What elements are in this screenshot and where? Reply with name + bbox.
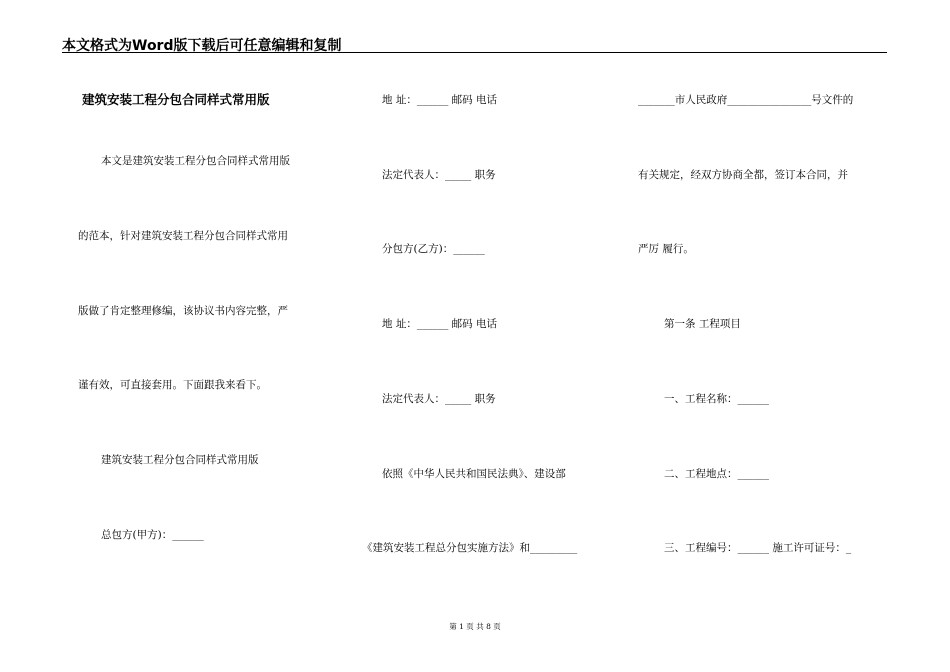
page-footer: 第 1 页 共 8 页 — [449, 622, 501, 631]
text-line: 法定代表人：_____ 职务 — [382, 169, 496, 181]
text-line: 的范本，针对建筑安装工程分包合同样式常用 — [78, 230, 288, 242]
text-line: 总包方(甲方)：______ — [101, 529, 204, 541]
text-line: 三、工程编号：______ 施工许可证号：_ — [664, 542, 852, 554]
text-line: 地 址：______ 邮码 电话 — [382, 94, 498, 106]
text-line: 有关规定，经双方协商全都，签订本合同，并 — [638, 169, 848, 181]
header-text: 本文格式为Word版下载后可任意编辑和复制 — [62, 38, 342, 54]
text-line: _______市人民政府________________号文件的 — [638, 94, 854, 106]
text-line: 分包方(乙方)：______ — [382, 243, 485, 255]
doc-title: 建筑安装工程分包合同样式常用版 — [82, 92, 270, 107]
text-line: 建筑安装工程分包合同样式常用版 — [101, 454, 259, 466]
text-line: 地 址：______ 邮码 电话 — [382, 318, 498, 330]
text-line: 《建筑安装工程总分包实施方法》和_________ — [362, 542, 578, 554]
header-rule — [62, 52, 887, 53]
text-line: 依照《中华人民共和国民法典》、建设部 — [382, 468, 566, 480]
text-line: 二、工程地点：______ — [664, 468, 769, 480]
text-line: 一、工程名称：______ — [664, 393, 769, 405]
text-line: 第一条 工程项目 — [664, 318, 741, 330]
text-line: 版做了肯定整理修编，该协议书内容完整，严 — [78, 305, 288, 317]
text-line: 谨有效，可直接套用。下面跟我来看下。 — [78, 379, 267, 391]
text-line: 本文是建筑安装工程分包合同样式常用版 — [101, 155, 290, 167]
text-line: 法定代表人：_____ 职务 — [382, 393, 496, 405]
text-line: 严厉 履行。 — [638, 243, 694, 255]
